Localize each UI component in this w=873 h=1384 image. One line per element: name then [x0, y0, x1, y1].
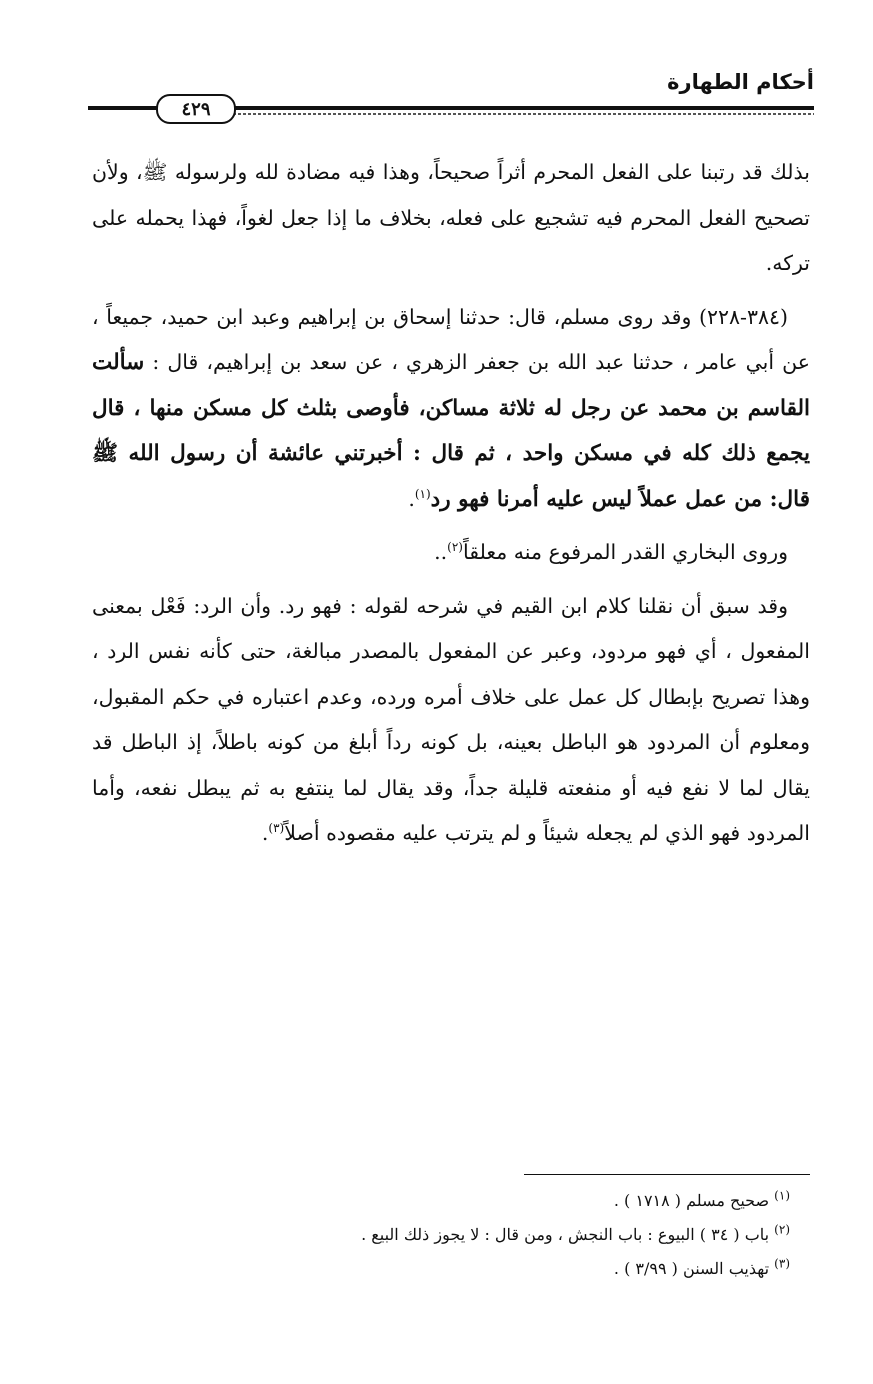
paragraph-3: [92, 530, 810, 576]
footnote-ref-2: (٢): [447, 540, 463, 555]
footnotes: [150, 1184, 790, 1286]
footnote-marker: (٢): [774, 1222, 790, 1237]
paragraph-1: بذلك قد رتبنا على الفعل المحرم أثراً صحيحاً، وهذا فيه مضادة لله ولرسوله ﷺ، ولأن تصحيح الفعل المحرم فيه تشجيع على فعله، بخلاف ما إذا جعل لغواً، فهذا يحمله على تركه.: [92, 160, 810, 275]
paragraph-2: [92, 295, 810, 523]
hadith-text: سألت القاسم بن محمد عن رجل له ثلاثة مساكن، فأوصى بثلث كل مسكن منها ، قال يجمع ذلك كله في مسكن واحد ، ثم قال : أخبرتني عائشة أن رسول الله ﷺ قال: من عمل عملاً ليس عليه أمرنا فهو رد: [92, 350, 810, 512]
footnote-text: باب ( ٣٤ ) البيوع : باب النجش ، ومن قال : لا يجوز ذلك البيع .: [361, 1225, 775, 1244]
main-text: [92, 150, 810, 865]
page-number: ٤٢٩: [156, 94, 236, 124]
footnote-3: [150, 1252, 790, 1286]
footnote-2: [150, 1218, 790, 1252]
paragraph-4-end: .: [261, 821, 269, 845]
header-rule-dotted: [228, 113, 814, 115]
footnote-marker: (١): [774, 1188, 790, 1203]
paragraph-4: [92, 584, 810, 857]
footnote-text: صحيح مسلم ( ١٧١٨ ) .: [613, 1191, 775, 1210]
footnote-separator: [524, 1174, 810, 1175]
book-title: أحكام الطهارة: [667, 70, 814, 94]
paragraph-2-end: .: [408, 486, 415, 511]
paragraph-3-text: وروى البخاري القدر المرفوع منه معلقاً: [462, 540, 788, 564]
footnote-marker: (٣): [774, 1256, 790, 1271]
footnote-1: [150, 1184, 790, 1218]
paragraph-3-end: ..: [434, 540, 448, 564]
footnote-ref-3: (٣): [268, 821, 285, 836]
page-header: [88, 68, 814, 126]
footnote-text: تهذيب السنن ( ٣/٩٩ ) .: [613, 1259, 775, 1278]
paragraph-4-text: وقد سبق أن نقلنا كلام ابن القيم في شرحه لقوله : فهو رد. وأن الرد: فَعْل بمعنى المفعول ، أي فهو مردود، وعبر عن المفعول بالمصدر مبالغة، حتى كأنه نفس الرد ، وهذا تصريح بإبطال كل عمل على خلاف أمره ورده، وعدم اعتباره في حكم المقبول، ومعلوم أن المردود هو الباطل بعينه، بل كونه رداً أبلغ من كونه باطلاً، إذ الباطل قد يقال لما لا نفع فيه أو منفعته قليلة جداً، وقد يقال لما ينتفع به ثم يبطل نفعه، وأما المردود فهو الذي لم يجعله شيئاً و لم يترتب عليه مقصوده أصلاً: [92, 593, 810, 845]
footnote-ref-1: (١): [414, 486, 431, 501]
hadith-chain: (٣٨٤-٢٢٨) وقد روى مسلم، قال: حدثنا إسحاق بن إبراهيم وعبد ابن حميد، جميعاً ، عن أبي عامر ، حدثنا عبد الله بن جعفر الزهري ، عن سعد بن إبراهيم، قال :: [92, 304, 810, 374]
